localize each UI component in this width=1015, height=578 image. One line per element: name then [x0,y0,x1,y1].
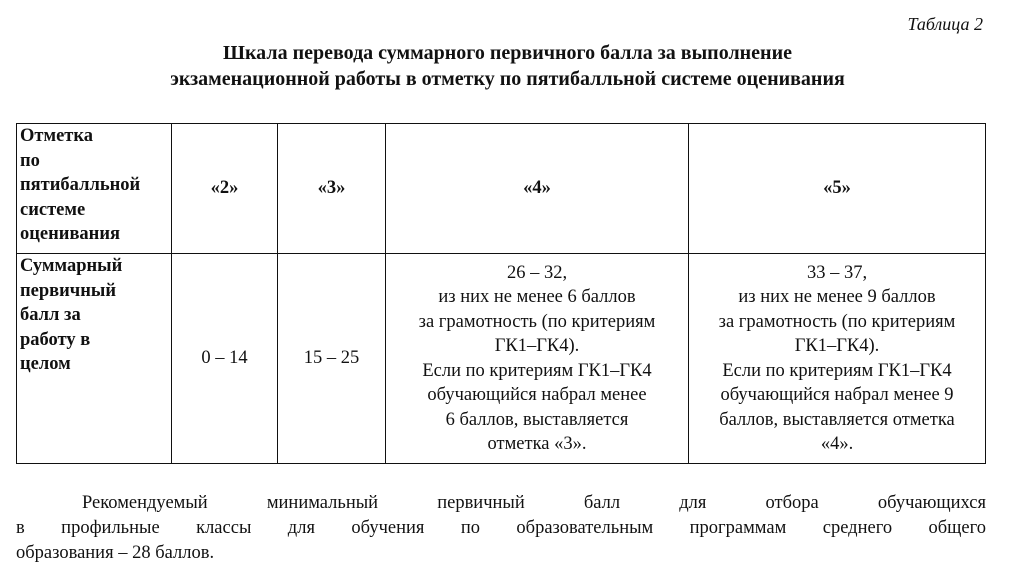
grade-2-cell: «2» [172,124,278,254]
grade-4-cell: «4» [386,124,689,254]
row-header-score: Суммарный первичный балл за работу в целом [17,254,172,464]
table-caption: Таблица 2 [907,14,983,34]
document-title [0,40,1015,92]
grade-5-cell: «5» [689,124,986,254]
score-range-3: 15 – 25 [278,254,386,464]
grade-conversion-table [16,123,986,464]
title-line: экзаменационной работы в отметку по пятибалльной системе оценивания [170,68,845,90]
title-line: Шкала перевода суммарного первичного балла за выполнение [223,42,792,64]
row-header-grade: Отметка по пятибалльной системе оценивания [17,124,172,254]
grade-3-cell: «3» [278,124,386,254]
score-range-2: 0 – 14 [172,254,278,464]
score-range-5: 33 – 37, из них не менее 9 баллов за грамотность (по критериям ГК1–ГК4). Если по критериям ГК1–ГК4 обучающийся набрал менее 9 баллов, выставляется отметка «4». [689,254,986,464]
paragraph-line: в профильные классы для обучения по образовательным программам среднего общего [16,518,986,538]
recommendation-paragraph [16,491,986,566]
paragraph-line: образования – 28 баллов. [16,543,215,563]
score-range-4: 26 – 32, из них не менее 6 баллов за грамотность (по критериям ГК1–ГК4). Если по критериям ГК1–ГК4 обучающийся набрал менее 6 баллов, выставляется отметка «3». [386,254,689,464]
paragraph-line: Рекомендуемый минимальный первичный балл для отбора обучающихся [82,493,986,513]
table-row-grade [17,124,986,254]
table-row-score [17,254,986,464]
